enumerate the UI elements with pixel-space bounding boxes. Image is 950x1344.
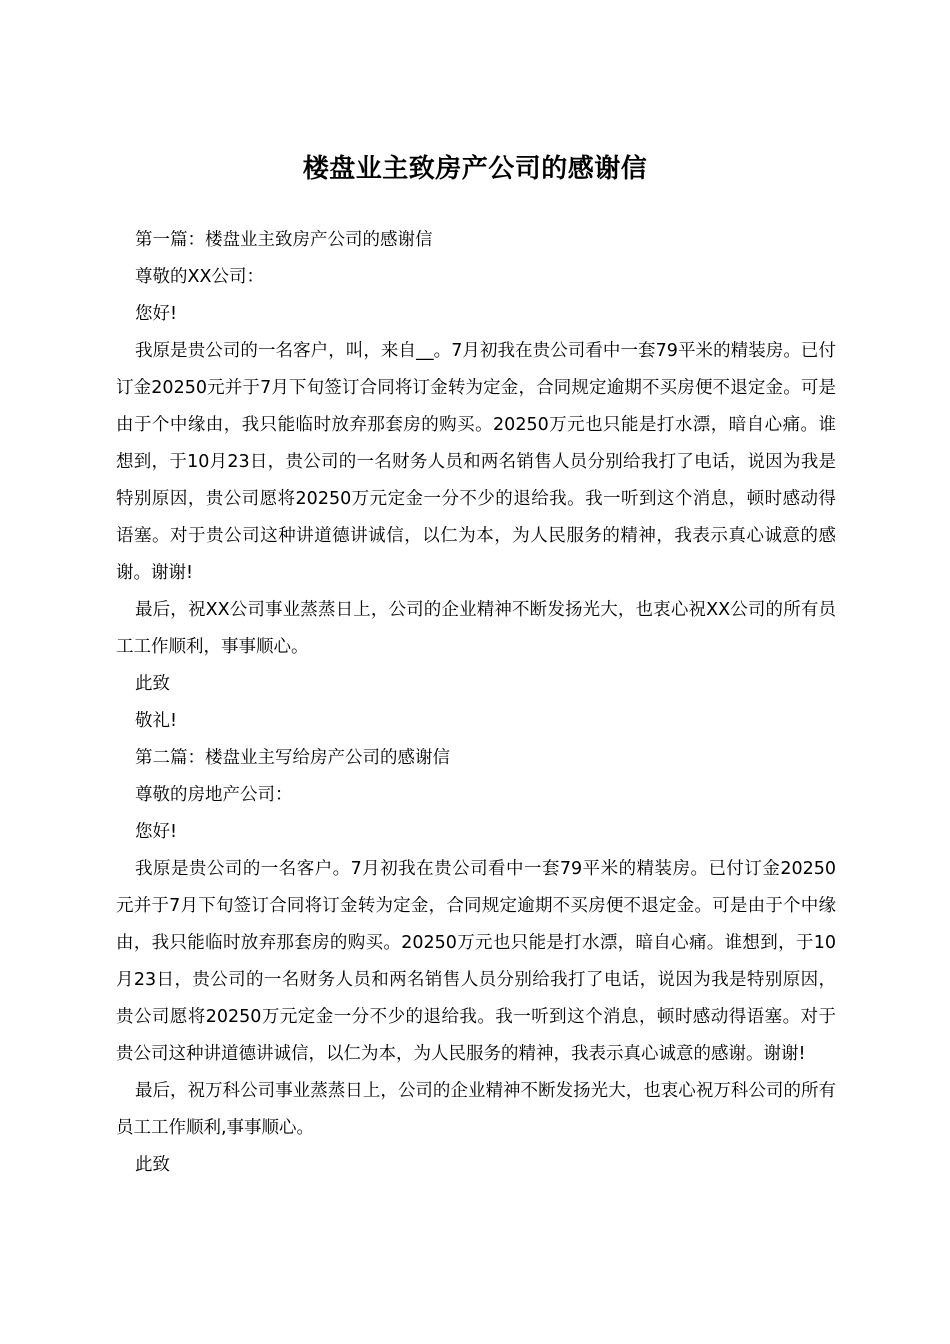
salutation-1: 尊敬的XX公司： [135, 267, 264, 287]
greeting-2: 您好! [135, 822, 178, 842]
section-heading-1: 第一篇：楼盘业主致房产公司的感谢信 [135, 230, 433, 250]
document-body [116, 222, 836, 1184]
document-title: 楼盘业主致房产公司的感谢信 [302, 154, 648, 185]
closing-wish-1: 最后，祝XX公司事业蒸蒸日上，公司的企业精神不断发扬光大，也衷心祝XX公司的所有员工工作顺利，事事顺心。 [116, 600, 836, 657]
greeting-1: 您好! [135, 304, 178, 324]
body-paragraph-1: 我原是贵公司的一名客户，叫，来自__。7月初我在贵公司看中一套79平米的精装房。已付订金20250元并于7月下旬签订合同将订金转为定金，合同规定逾期不买房便不退定金。可是由于个中缘由，我只能临时放弃那套房的购买。20250万元也只能是打水漂，暗自心痛。谁想到，于10月23日，贵公司的一名财务人员和两名销售人员分别给我打了电话，说因为我是特别原因，贵公司愿将20250万元定金一分不少的退给我。我一听到这个消息，顿时感动得语塞。对于贵公司这种讲道德讲诚信，以仁为本，为人民服务的精神，我表示真心诚意的感谢。谢谢! [116, 341, 836, 583]
salutation-2: 尊敬的房地产公司： [135, 785, 293, 805]
closing-phrase-2: 此致 [135, 1155, 170, 1175]
closing-phrase-1: 此致 [135, 674, 170, 694]
section-heading-2: 第二篇：楼盘业主写给房产公司的感谢信 [135, 748, 450, 768]
body-paragraph-2: 我原是贵公司的一名客户。7月初我在贵公司看中一套79平米的精装房。已付订金20250元并于7月下旬签订合同将订金转为定金，合同规定逾期不买房便不退定金。可是由于个中缘由，我只能临时放弃那套房的购买。20250万元也只能是打水漂，暗自心痛。谁想到，于10月23日，贵公司的一名财务人员和两名销售人员分别给我打了电话，说因为我是特别原因，贵公司愿将20250万元定金一分不少的退给我。我一听到这个消息，顿时感动得语塞。对于贵公司这种讲道德讲诚信，以仁为本，为人民服务的精神，我表示真心诚意的感谢。谢谢! [116, 859, 836, 1064]
closing-wish-2: 最后，祝万科公司事业蒸蒸日上，公司的企业精神不断发扬光大，也衷心祝万科公司的所有员工工作顺利,事事顺心。 [116, 1081, 836, 1138]
regards-1: 敬礼! [135, 711, 178, 731]
